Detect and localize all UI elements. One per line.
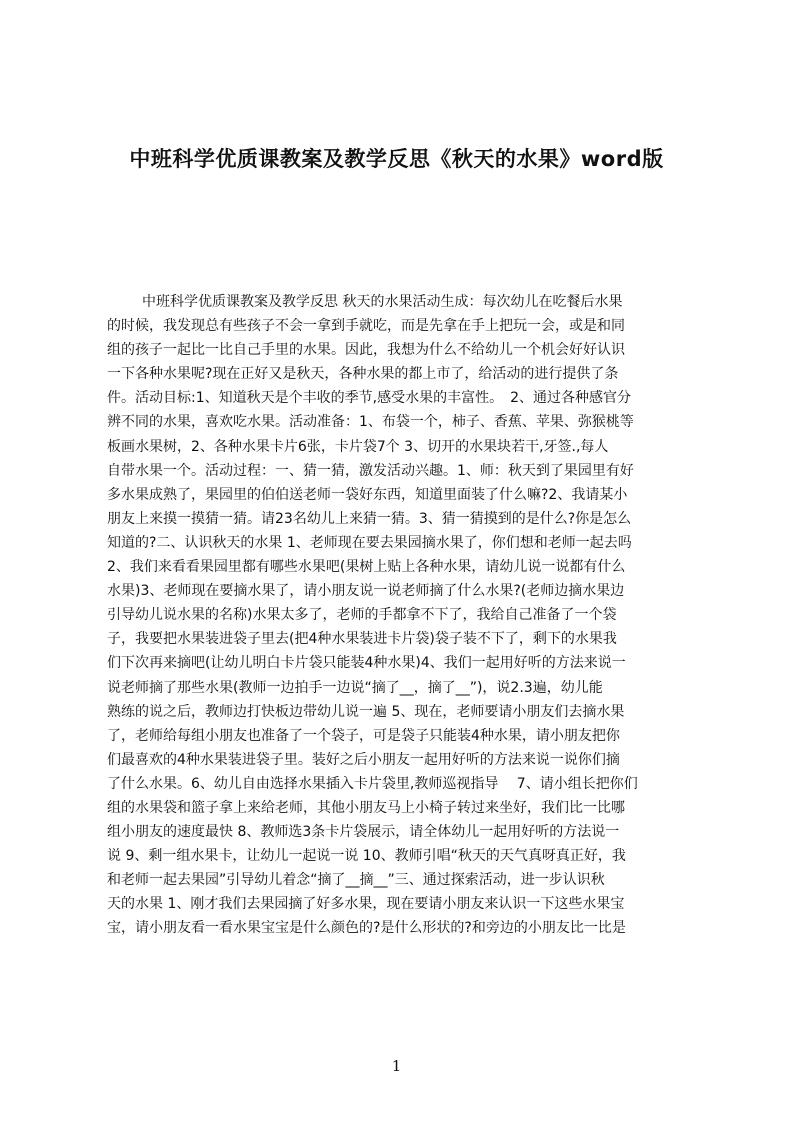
body-text-line: 的时候，我发现总有些孩子不会一拿到手就吃，而是先拿在手上把玩一会，或是和同	[107, 318, 625, 335]
body-paragraph	[107, 290, 697, 941]
body-text-line: 说老师摘了那些水果(教师一边拍手一边说“摘了__，摘了__”)，说2.3遍，幼儿能	[107, 679, 603, 696]
body-text-line: 了，老师给每组小朋友也准备了一个袋子，可是袋子只能装4种水果，请小朋友把你	[107, 727, 620, 744]
body-text-line: 件。活动目标:1、知道秋天是个丰收的季节,感受水果的丰富性。 2、通过各种感官分	[107, 390, 631, 407]
body-text-line: 板画水果树，2、各种水果卡片6张，卡片袋7个 3、切开的水果块若干,牙签.,每人	[107, 438, 609, 455]
page-number: 1	[391, 1057, 402, 1075]
document-title: 中班科学优质课教案及教学反思《秋天的水果》word版	[129, 147, 664, 171]
body-text-line: 说 9、剩一组水果卡，让幼儿一起说一说 10、教师引唱“秋天的天气真呀真正好，我	[107, 848, 626, 865]
body-text-line: 多水果成熟了，果园里的伯伯送老师一袋好东西，知道里面装了什么嘛?2、我请某小	[107, 486, 628, 503]
body-text-line: 天的水果 1、刚才我们去果园摘了好多水果，现在要请小朋友来认识一下这些水果宝	[107, 896, 625, 913]
body-text-line: 水果)3、老师现在要摘水果了，请小朋友说一说老师摘了什么水果?(老师边摘水果边	[107, 583, 625, 600]
body-text-line: 自带水果一个。活动过程：一、猜一猜，激发活动兴趣。1、师：秋天到了果园里有好	[107, 462, 634, 479]
body-text-line: 知道的?二、认识秋天的水果 1、老师现在要去果园摘水果了，你们想和老师一起去吗	[107, 534, 632, 551]
body-text-line: 引导幼儿说水果的名称)水果太多了，老师的手都拿不下了，我给自己准备了一个袋	[107, 607, 617, 624]
body-text-line: 宝，请小朋友看一看水果宝宝是什么颜色的?是什么形状的?和旁边的小朋友比一比是	[107, 920, 626, 937]
body-text-line: 组的水果袋和篮子拿上来给老师，其他小朋友马上小椅子转过来坐好，我们比一比哪	[107, 799, 625, 816]
body-text-line: 和老师一起去果园”引导幼儿着念“摘了__摘__”三、通过探索活动，进一步认识秋	[107, 872, 605, 889]
body-text-line: 组小朋友的速度最快 8、教师选3条卡片袋展示，请全体幼儿一起用好听的方法说一	[107, 824, 620, 841]
body-text-line: 们最喜欢的4种水果装进袋子里。装好之后小朋友一起用好听的方法来说一说你们摘	[107, 751, 620, 768]
body-text-line: 中班科学优质课教案及教学反思 秋天的水果活动生成：每次幼儿在吃餐后水果	[142, 294, 623, 310]
body-text-line: 朋友上来摸一摸猜一猜。请23名幼儿上来猜一猜。3、猜一猜摸到的是什么?你是怎么	[107, 510, 632, 527]
body-text-line: 们下次再来摘吧(让幼儿明白卡片袋只能装4种水果)4、我们一起用好听的方法来说一	[107, 655, 626, 672]
body-text-line: 了什么水果。6、幼儿自由选择水果插入卡片袋里,教师巡视指导 7、请小组长把你们	[107, 775, 638, 792]
body-text-line: 辨不同的水果，喜欢吃水果。活动准备：1、布袋一个，柿子、香蕉、苹果、弥猴桃等	[107, 414, 634, 431]
body-text-line: 一下各种水果呢?现在正好又是秋天，各种水果的都上市了，给活动的进行提供了条	[107, 366, 619, 383]
body-text-line: 熟练的说之后，教师边打快板边带幼儿说一遍 5、现在，老师要请小朋友们去摘水果	[107, 703, 625, 720]
body-text-line: 组的孩子一起比一比自己手里的水果。因此，我想为什么不给幼儿一个机会好好认识	[107, 342, 625, 359]
body-text-line: 子，我要把水果装进袋子里去(把4种水果装进卡片袋)袋子装不下了，剩下的水果我	[107, 631, 617, 648]
body-text-line: 2、我们来看看果园里都有哪些水果吧(果树上贴上各种水果，请幼儿说一说都有什么	[107, 559, 626, 576]
